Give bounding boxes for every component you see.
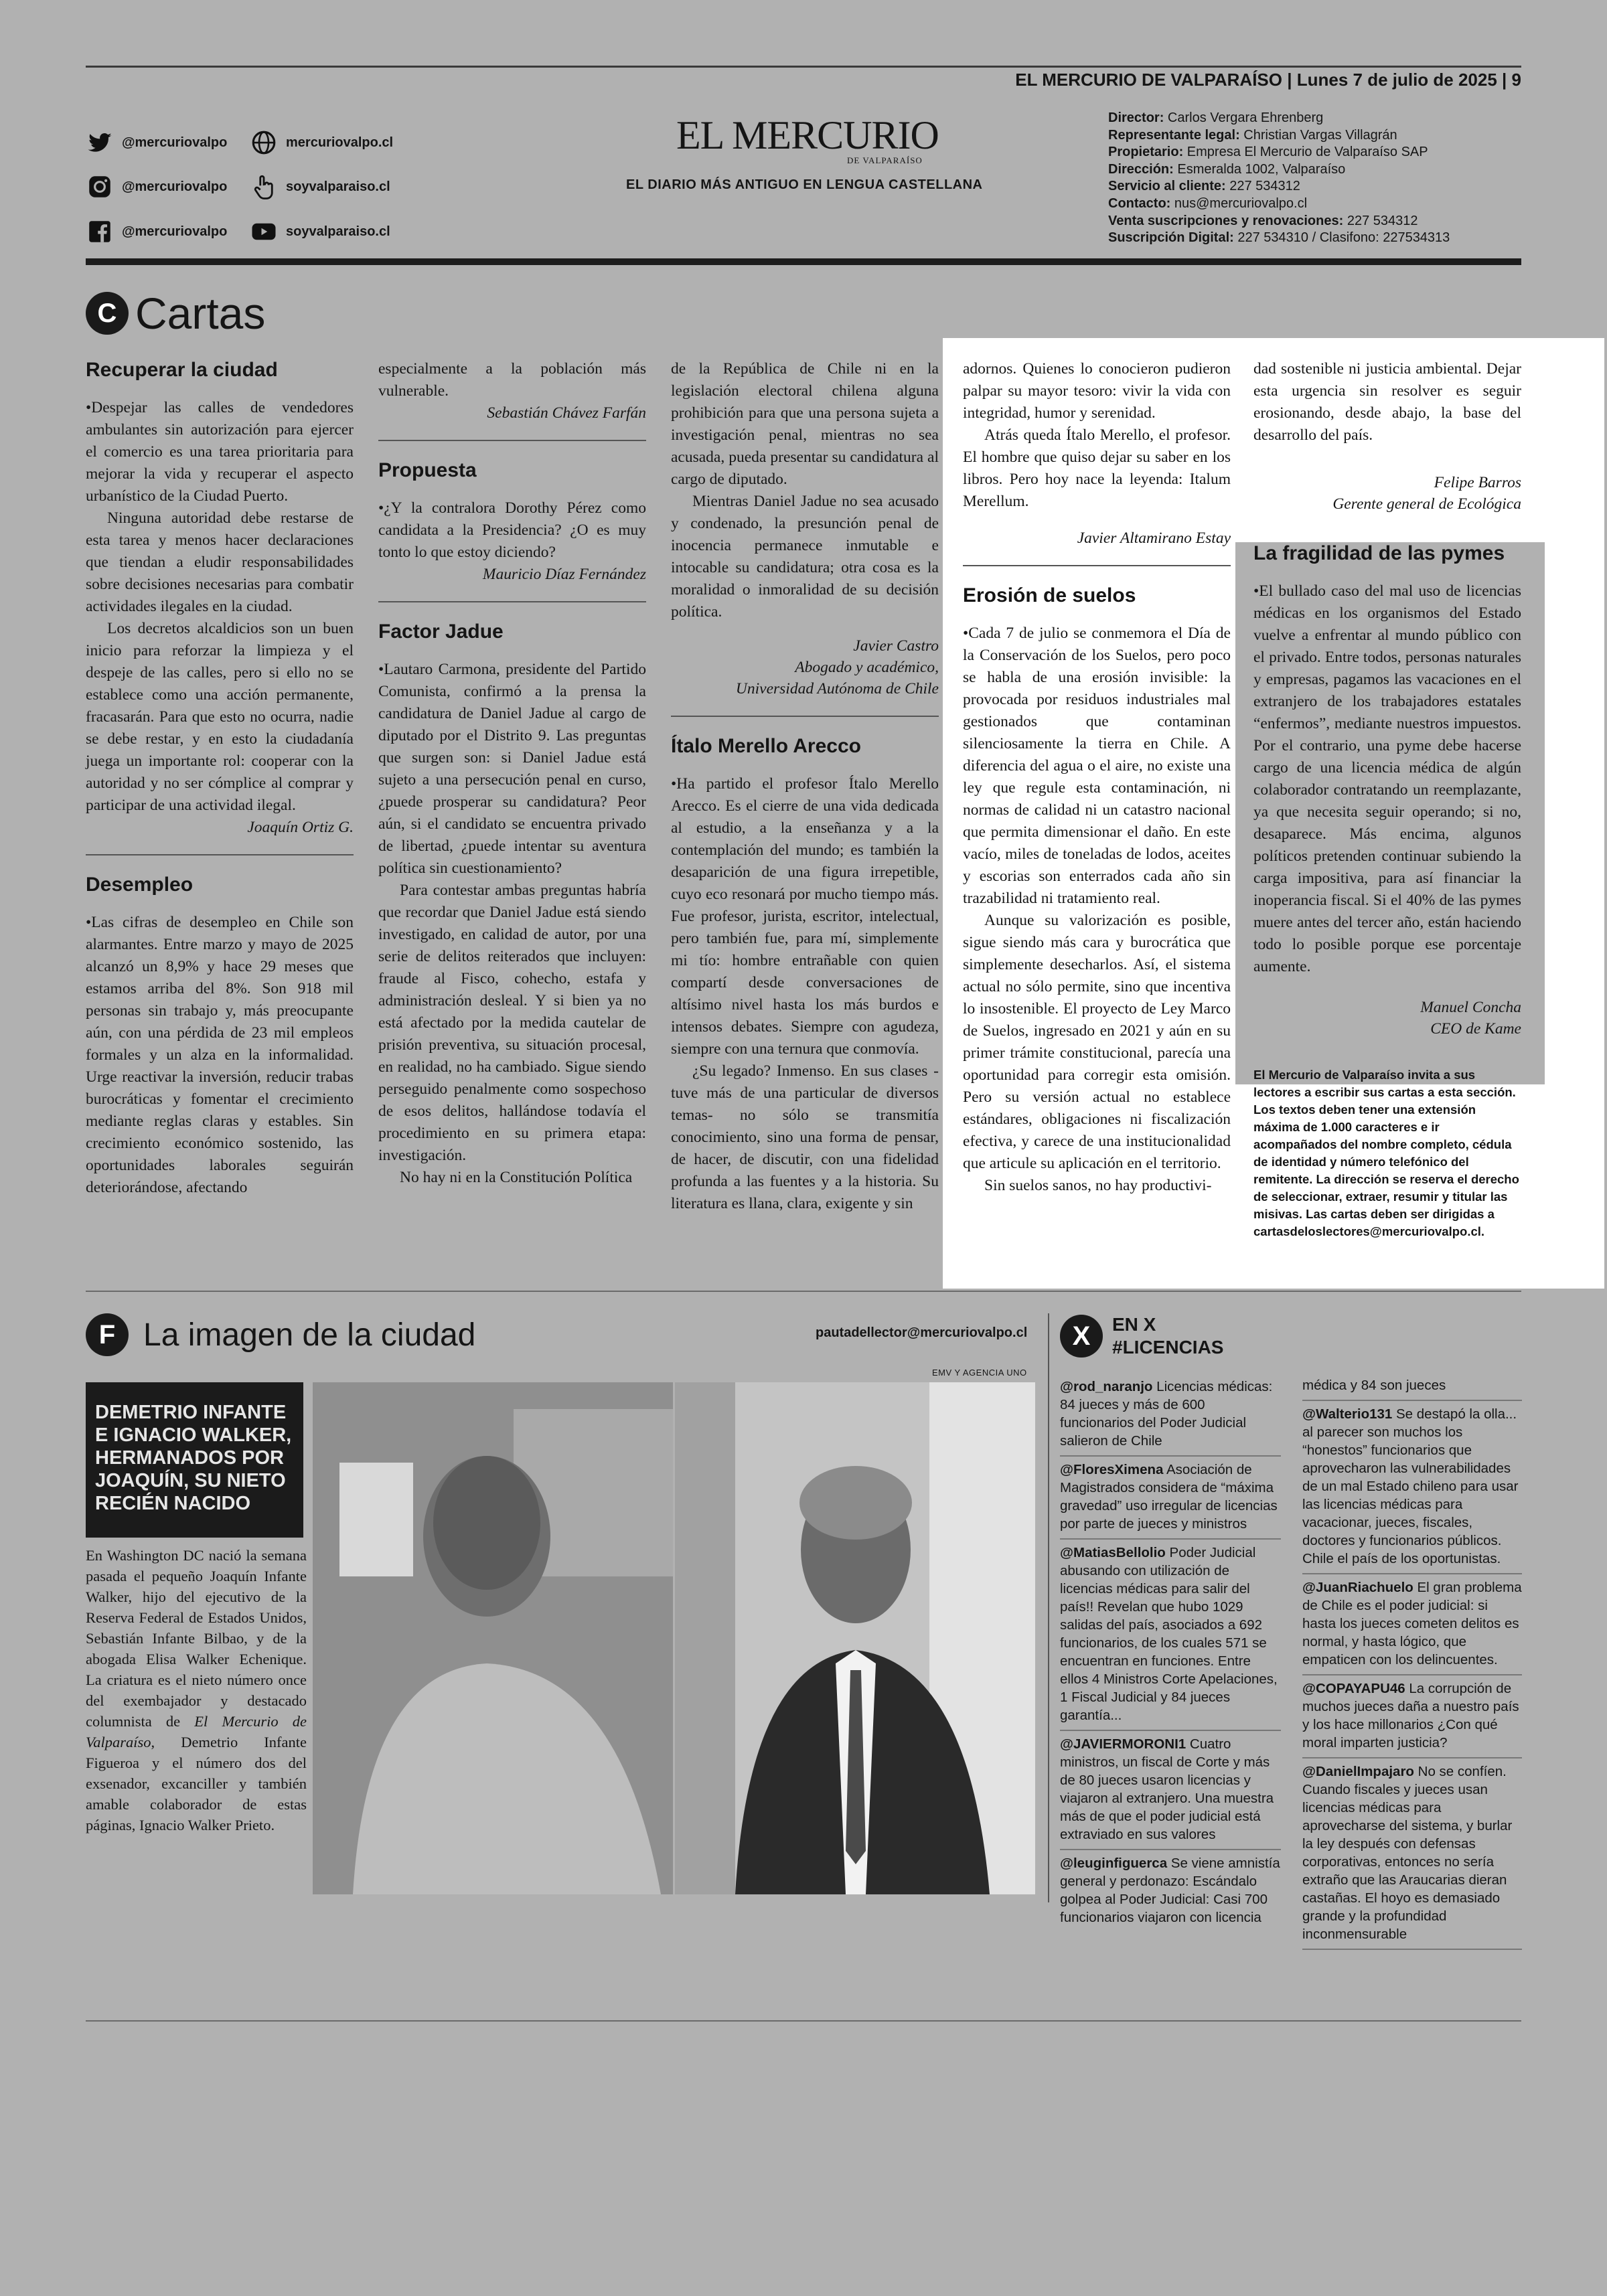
letter-signature: Mauricio Díaz Fernández	[482, 566, 646, 583]
tweet: @FloresXimena Asociación de Magistrados considera de “máxima gravedad” uso irregular de licencias por parte de jueces y ministros	[1060, 1457, 1281, 1540]
letter-paragraph: Los decretos alcaldicios son un buen inicio para reforzar la limpieza y el despeje de las calles, pero si ello no se establece como una acción permanente, fracasarán. Para que esto no ocurra, nadie se debe restar, y en esto la ciudadanía juega un importante rol: cooperar con la autoridad y no ser cómplice al comprar y participar de una actividad ilegal.	[86, 620, 354, 814]
social-label: @mercuriovalpo	[122, 135, 228, 150]
bottom-rule	[86, 2020, 1521, 2022]
letter-paragraph: Mientras Daniel Jadue no sea acusado y condenado, la presunción penal de inocencia permanece inmutable e intocable su candidatura; otra cosa es la moralidad o inmoralidad de su decisión política.	[671, 493, 939, 621]
hand-pointer-icon	[250, 173, 278, 201]
newspaper-name: El Mercurio de Valparaíso	[86, 1713, 307, 1750]
letter-signature-role: Abogado y académico,	[795, 659, 939, 676]
section-badge: F	[86, 1313, 129, 1356]
letter-headline: Desempleo	[86, 874, 194, 896]
letter-paragraph: dad sostenible ni justicia ambiental. Dejar esta urgencia sin resolver es seguir erosionando, desde abajo, la base del desarrollo del país.	[1253, 360, 1521, 444]
tweet: @COPAYAPU46 La corrupción de muchos jueces daña a nuestro país y los hace millonarios ¿Con qué moral imparten justicia?	[1302, 1675, 1522, 1758]
portrait-photo-ignacio-walker	[675, 1382, 1035, 1894]
letter-paragraph: de la República de Chile ni en la legislación electoral chilena alguna prohibición para que una persona sujeta a investigación penal, mientras no sea acusada, pueda presentar su candidatura al cargo de diputado.	[671, 360, 939, 488]
letter-paragraph: ¿Su legado? Inmenso. En sus clases -tuve más de una particular de diversos temas- no sólo se transmitía conocimiento, sino una forma de pensar, de hacer, de discutir, con una fidelidad profunda a las fuentes y a la historia. Su literatura es llana, clara, exigente y sin	[671, 1062, 939, 1212]
section-title-imagen	[86, 1313, 475, 1356]
masthead-tagline: EL DIARIO MÁS ANTIGUO EN LENGUA CASTELLANA	[626, 177, 983, 192]
imprint-line: Director: Carlos Vergara Ehrenberg	[1108, 110, 1324, 125]
letter-separator	[671, 716, 939, 717]
social-label: soyvalparaiso.cl	[286, 224, 390, 239]
instagram-icon	[86, 173, 114, 201]
letter-paragraph: •Despejar las calles de vendedores ambulantes sin autorización para ejercer el comercio es una tarea prioritaria para mejorar la vida y recuperar el aspecto urbanístico de la Ciudad Puerto.	[86, 399, 354, 505]
submission-notice: El Mercurio de Valparaíso invita a sus lectores a escribir sus cartas a esta sección. Los textos deben tener una extensión máxima de 1.000 caracteres e ir acompañados del nombre completo, cédula de identidad y número telefónico del remitente. La dirección se reserva el derecho de seleccionar, extraer, resumir y titular las misivas. Las cartas deben ser dirigidas a cartasdeloslectores@mercuriovalpo.cl.	[1253, 1068, 1519, 1238]
tweet: @MatiasBellolio Poder Judicial abusando con utilización de licencias médicas para salir del país!! Revelan que hubo 1029 salidas del país, asociados a 692 funcionarios, de los cuales 571 se encuentran en funciones. Entre ellos 4 Ministros Corte Apelaciones, 1 Fiscal Judicial y 84 jueces garantía...	[1060, 1540, 1281, 1731]
photo-caption: En Washington DC nació la semana pasada el pequeño Joaquín Infante Walker, hijo del ejecutivo de la Reserva Federal de Estados Unidos, Sebastián Infante Bilbao, y de la abogada Elisa Walker Echenique. La criatura es el nieto número once del exembajador y destacado columnista de El Mercurio de Valparaíso, Demetrio Infante Figueroa y el número dos del exsenador, excanciller y también amable colaborador de estas páginas, Ignacio Walker Prieto.	[86, 1547, 307, 1833]
social-label: mercuriovalpo.cl	[286, 135, 394, 150]
social-label: @mercuriovalpo	[122, 224, 228, 239]
tweet-user[interactable]: @JuanRiachuelo	[1302, 1580, 1413, 1595]
letter-separator	[378, 440, 646, 441]
letter-separator	[86, 854, 354, 855]
imprint-line: Suscripción Digital: 227 534310 / Clasifono: 227534313	[1108, 230, 1450, 246]
letters-column-4	[963, 358, 1231, 1197]
tweet-user[interactable]: @leuginfiguerca	[1060, 1856, 1168, 1871]
imprint-line: Representante legal: Christian Vargas Villagrán	[1108, 127, 1397, 143]
tweets-column-right	[1302, 1372, 1522, 1950]
letter-headline: Propuesta	[378, 459, 477, 481]
letters-column-1	[86, 358, 354, 1199]
letters-column-5	[1253, 358, 1521, 1240]
tweet-user[interactable]: @JAVIERMORONI1	[1060, 1736, 1187, 1752]
letter-paragraph: Para contestar ambas preguntas habría que recordar que Daniel Jadue está siendo investigado, en calidad de autor, por una serie de delitos reiterados que incluyen: fraude al Fisco, cohecho, estafa y administración desleal. Y si bien ya no está afectado por la medida cautelar de prisión preventiva, su situación procesal, en realidad, no ha cambiado. Sigue siendo perseguido penalmente como sospechoso de esos delitos, hallándose todavía el procedimiento en su primera etapa: investigación.	[378, 882, 646, 1164]
tweet-user[interactable]: @FloresXimena	[1060, 1462, 1164, 1477]
letter-paragraph: •Las cifras de desempleo en Chile son alarmantes. Entre marzo y mayo de 2025 alcanzó un 8,9% y hace 29 meses que estamos arriba del 8%. Son 918 mil personas sin trabajo y, más preocupante aún, con una pérdida de 23 mil empleos formales y un alza en la informalidad. Urge reactivar la inversión, reducir trabas burocráticas y fomentar el crecimiento mediante reglas claras y estables. Sin crecimiento económico sostenido, las oportunidades laborales seguirán deteriorándose, afectando	[86, 914, 354, 1196]
imprint-line: Dirección: Esmeralda 1002, Valparaíso	[1108, 161, 1346, 177]
letter-signature: Manuel Concha	[1420, 999, 1521, 1016]
letter-paragraph: especialmente a la población más vulnerable.	[378, 360, 646, 400]
tweet: @JAVIERMORONI1 Cuatro ministros, un fiscal de Corte y más de 80 jueces usaron licencias y viajaron al extranjero. Una muestra más de que el poder judicial está extraviado en sus valores	[1060, 1731, 1281, 1850]
tweet: @JuanRiachuelo El gran problema de Chile es el poder judicial: si hasta los jueces cometen delitos es normal, y hasta lógico, que empaticen con los delincuentes.	[1302, 1574, 1522, 1675]
masthead-logo: EL MERCURIO	[676, 113, 939, 157]
photo-headline: DEMETRIO INFANTE E IGNACIO WALKER, HERMANADOS POR JOAQUÍN, SU NIETO RECIÉN NACIDO	[86, 1382, 303, 1538]
letter-paragraph: •¿Y la contralora Dorothy Pérez como candidata a la Presidencia? ¿O es muy tonto lo que estoy diciendo?	[378, 499, 646, 561]
section-title: La imagen de la ciudad	[143, 1317, 476, 1353]
letter-signature: Joaquín Ortiz G.	[247, 819, 354, 836]
tweet: @leuginfiguerca Se viene amnistía general y perdonazo: Escándalo golpea al Poder Judicial: Casi 700 funcionarios viajaron con licencia	[1060, 1856, 1280, 1925]
top-rule	[86, 66, 1521, 68]
x-logo-icon: X	[1060, 1315, 1103, 1358]
portrait-illustration	[313, 1382, 673, 1894]
tweet-user[interactable]: @COPAYAPU46	[1302, 1681, 1405, 1696]
letter-paragraph: adornos. Quienes lo conocieron pudieron palpar su mayor tesoro: vivir la vida con integridad, humor y serenidad.	[963, 360, 1231, 422]
social-label: soyvalparaiso.cl	[286, 179, 390, 194]
letter-headline: Factor Jadue	[378, 621, 504, 643]
social-soyvalparaiso[interactable]	[250, 173, 451, 201]
letter-signature: Javier Altamirano Estay	[1077, 529, 1231, 547]
dateline: EL MERCURIO DE VALPARAÍSO | Lunes 7 de julio de 2025 | 9	[1015, 70, 1521, 90]
tweet: @Walterio131 Se destapó la olla... al parecer son muchos los “honestos” funcionarios que aprovecharon las vulnerabilidades de un mal Estado chileno para usar las licencias médicas para vacacionar, jueces, fiscales, doctores y funcionarios públicos. Chile el país de los oportunistas.	[1302, 1401, 1522, 1574]
portrait-illustration	[675, 1382, 1035, 1894]
letter-headline: Recuperar la ciudad	[86, 359, 278, 381]
letter-paragraph: •Cada 7 de julio se conmemora el Día de la Conservación de los Suelos, pero poco se habla de una erosión invisible: la provocada por residuos industriales mal gestionados que contaminan silenciosamente la tierra en Chile. A diferencia del agua o el aire, no existe una ley que regule esta contaminación, ni normas de calidad ni un catastro nacional que permita dimensionar el daño. En este vacío, miles de toneladas de lodos, aceites y escorias son enterrados cada año sin trazabilidad ni tratamiento real.	[963, 625, 1231, 907]
tweet-user[interactable]: @rod_naranjo	[1060, 1379, 1153, 1394]
tweet-user[interactable]: @DanielImpajaro	[1302, 1764, 1414, 1779]
social-label: @mercuriovalpo	[122, 179, 228, 194]
tweets-column-left	[1060, 1374, 1281, 1932]
letter-separator	[378, 601, 646, 602]
letter-signature-org: Universidad Autónoma de Chile	[735, 680, 939, 698]
letter-signature-role: CEO de Kame	[1430, 1020, 1521, 1038]
section-rule	[86, 1291, 1521, 1292]
letter-paragraph: Aunque su valorización es posible, sigue siendo más cara y burocrática que simplemente desecharlos. Así, el sistema actual no sólo permite, sino que incentiva lo insostenible. El proyecto de Ley Marco de Suelos, ingresado en 2021 y aún en su primer trámite constitucional, parecía una oportunidad para corregir esta omisión. Pero su versión actual no establece estándares, obligaciones ni fiscalización efectiva, y carece de una institucionalidad que articule su aplicación en el territorio.	[963, 912, 1231, 1172]
column-divider	[1048, 1313, 1049, 1902]
tweet: @DanielImpajaro No se confíen. Cuando fiscales y jueces usan licencias médicas para aprovecharse del sistema, y burlar la ley después con defensas corporativas, entonces no sería extraño que las Araucarias dieran castañas. El hoyo es demasiado grande y la profundidad inconmensurable	[1302, 1758, 1522, 1950]
header-thick-rule	[86, 258, 1521, 265]
youtube-icon	[250, 218, 278, 246]
globe-icon	[250, 129, 278, 157]
imprint	[1108, 110, 1483, 247]
letter-paragraph: •Ha partido el profesor Ítalo Merello Arecco. Es el cierre de una vida dedicada al estudio, a la enseñanza y a la contemplación del mundo; es también la desaparición de una figura irrepetible, cuyo eco resonará por mucho tiempo más. Fue profesor, jurista, escritor, intelectual, pero también fue, para mí, simplemente mi tío: hombre entrañable con quien compartí desde conversaciones de altísimo nivel hasta los más burdos e intensos debates. Siempre con agudeza, siempre con una ternura que conmovía.	[671, 775, 939, 1058]
imprint-line: Venta suscripciones y renovaciones: 227 534312	[1108, 213, 1418, 228]
section-title: EN X	[1112, 1314, 1156, 1335]
tweet-user[interactable]: @MatiasBellolio	[1060, 1545, 1166, 1560]
section-badge: C	[86, 292, 129, 335]
letter-paragraph: •Lautaro Carmona, presidente del Partido Comunista, confirmó a la prensa la candidatura de Daniel Jadue al cargo de diputado por el Distrito 9. Las preguntas que surgen son: si Daniel Jadue está sujeto a una persecución penal en curso, ¿puede prosperar su candidatura? Peor aún, si el candidato se encuentra privado de libertad, ¿puede intentar su aventura política sin cuestionamiento?	[378, 661, 646, 877]
letter-paragraph: Sin suelos sanos, no hay productivi-	[984, 1177, 1212, 1194]
section-hashtag[interactable]: #LICENCIAS	[1112, 1337, 1224, 1358]
letter-paragraph: •El bullado caso del mal uso de licencias médicas en los organismos del Estado vuelve a enfrentar al mundo público con el privado. Entre todos, personas naturales y empresas, pagamos las vacaciones en el extranjero de los trabajadores estatales “enfermos”, mediante nuestros impuestos. Por el contrario, una pyme debe hacerse cargo de una licencia médica de algún colaborador contratando un reemplazante, ya que necesita seguir operando; si no, desaparece. Más encima, algunos políticos pretenden continuar subiendo la carga impositiva, para así financiar la inoperancia fiscal. Si el 40% de las pymes muere antes del tercer año, están haciendo todo lo posible porque ese porcentaje aumente.	[1253, 582, 1521, 975]
letters-column-3	[671, 358, 939, 1215]
social-youtube[interactable]	[250, 218, 451, 246]
tweet-continuation: médica y 84 son jueces	[1302, 1372, 1522, 1401]
imprint-line: Servicio al cliente: 227 534312	[1108, 179, 1300, 194]
letter-signature: Felipe Barros	[1434, 474, 1521, 491]
imprint-line: Propietario: Empresa El Mercurio de Valparaíso SAP	[1108, 145, 1428, 160]
imprint-line: Contacto: nus@mercuriovalpo.cl	[1108, 195, 1308, 211]
social-website[interactable]	[250, 129, 451, 157]
tweet-user[interactable]: @Walterio131	[1302, 1406, 1393, 1422]
letter-headline: La fragilidad de las pymes	[1253, 542, 1505, 564]
letter-separator	[963, 565, 1231, 566]
masthead-logo-sub: DE VALPARAÍSO	[847, 155, 923, 165]
section-title-enx	[1060, 1313, 1223, 1359]
twitter-icon	[86, 129, 114, 157]
letter-headline: Erosión de suelos	[963, 584, 1136, 606]
photo-credit: EMV Y AGENCIA UNO	[932, 1368, 1027, 1378]
tweet: @rod_naranjo Licencias médicas: 84 jueces y más de 600 funcionarios del Poder Judicial salieron de Chile	[1060, 1374, 1281, 1457]
letter-paragraph: Ninguna autoridad debe restarse de esta tarea y menos hacer declaraciones que tiendan a eludir responsabilidades sobre decisiones necesarias para combatir actividades ilegales en la ciudad.	[86, 509, 354, 615]
letter-signature-role: Gerente general de Ecológica	[1332, 495, 1521, 513]
letters-column-2	[378, 358, 646, 1189]
facebook-icon	[86, 218, 114, 246]
contact-email[interactable]: pautadellector@mercuriovalpo.cl	[816, 1325, 1028, 1340]
letter-paragraph: No hay ni en la Constitución Política	[400, 1169, 633, 1186]
letter-signature: Sebastián Chávez Farfán	[487, 404, 646, 422]
letter-headline: Ítalo Merello Arecco	[671, 735, 861, 757]
portrait-photo-demetrio-infante	[313, 1382, 673, 1894]
letter-signature: Javier Castro	[853, 637, 939, 655]
letter-paragraph: Atrás queda Ítalo Merello, el profesor. El hombre que quiso dejar su saber en los libros. Pero hoy nace la leyenda: Italum Merellum.	[963, 426, 1231, 510]
section-title-cartas	[86, 288, 265, 339]
section-title: Cartas	[135, 289, 266, 338]
